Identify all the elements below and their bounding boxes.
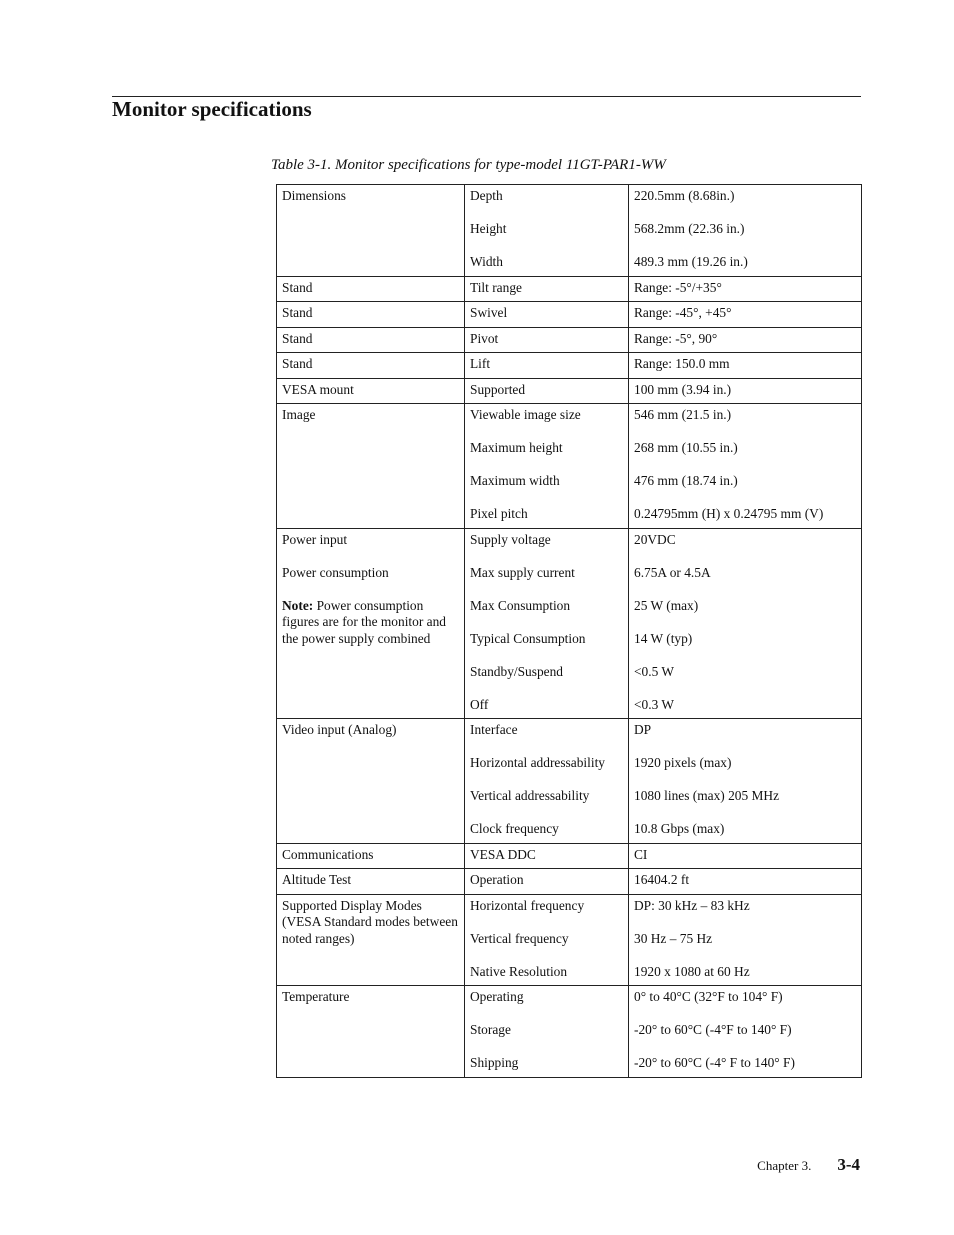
category-label: Video input (Analog): [282, 722, 397, 737]
table-caption: Table 3-1. Monitor specifications for type-model 11GT-PAR1-WW: [271, 157, 666, 173]
category-cell: [277, 719, 465, 844]
table-row: [277, 378, 862, 404]
item-label: Native Resolution: [470, 963, 568, 979]
value-text: Range: -45°, +45°: [634, 305, 732, 320]
category-label: Stand: [282, 279, 313, 295]
category-cell: [277, 353, 465, 379]
note-text: Power consumption figures are for the monitor and the power supply combined: [282, 597, 446, 646]
item-label: Max supply current: [470, 564, 575, 580]
value-text: 1920 x 1080 at 60 Hz: [634, 963, 750, 979]
item-cell: [465, 404, 629, 529]
value-text: 30 Hz – 75 Hz: [634, 930, 713, 946]
item-label: Typical Consumption: [470, 630, 586, 646]
category-label: VESA mount: [282, 381, 354, 397]
value-text: DP: 30 kHz – 83 kHz: [634, 897, 750, 913]
category-cell: [277, 378, 465, 404]
page-title: Monitor specifications: [112, 97, 312, 121]
item-cell: [465, 353, 629, 379]
item-cell: [465, 528, 629, 719]
item-label: Supported: [470, 381, 526, 397]
value-cell: [629, 302, 862, 328]
item-label: Height: [470, 221, 507, 236]
item-label: Pivot: [470, 330, 499, 346]
value-text: 0° to 40°C (32°F to 104° F): [634, 989, 783, 1004]
value-text: 268 mm (10.55 in.): [634, 440, 738, 455]
item-cell: [465, 185, 629, 277]
value-cell: [629, 843, 862, 869]
value-text: 476 mm (18.74 in.): [634, 473, 738, 488]
item-cell: [465, 302, 629, 328]
item-label: Operation: [470, 872, 524, 887]
table-row: [277, 185, 862, 277]
category-cell: [277, 302, 465, 328]
item-label: Width: [470, 254, 503, 269]
category-cell: [277, 528, 465, 719]
value-cell: [629, 404, 862, 529]
category-label: Dimensions: [282, 188, 346, 203]
category-cell: [277, 843, 465, 869]
category-label: Communications: [282, 846, 374, 862]
item-label: Storage: [470, 1022, 511, 1037]
item-label: Max Consumption: [470, 597, 571, 613]
value-text: Range: -5°, 90°: [634, 330, 718, 346]
item-label: Clock frequency: [470, 821, 559, 836]
value-text: 16404.2 ft: [634, 872, 690, 887]
item-label: Depth: [470, 188, 503, 203]
value-text: 25 W (max): [634, 597, 699, 613]
item-cell: [465, 276, 629, 302]
table-row: [277, 719, 862, 844]
table-row: [277, 843, 862, 869]
value-text: 0.24795mm (H) x 0.24795 mm (V): [634, 506, 824, 521]
category-label: Stand: [282, 356, 313, 371]
item-cell: [465, 719, 629, 844]
spec-table: [276, 184, 862, 1078]
category-label: Stand: [282, 305, 313, 320]
category-cell: [277, 185, 465, 277]
category-label: Supported Display Modes (VESA Standard modes between noted ranges): [282, 897, 458, 946]
power-note: [282, 598, 459, 648]
value-text: CI: [634, 846, 648, 862]
value-cell: [629, 276, 862, 302]
value-text: Range: -5°/+35°: [634, 279, 722, 295]
value-text: 20VDC: [634, 531, 676, 547]
table-row: [277, 528, 862, 719]
value-cell: [629, 894, 862, 986]
category-cell: [277, 986, 465, 1078]
item-label: VESA DDC: [470, 846, 536, 862]
value-cell: [629, 353, 862, 379]
category-cell: [277, 276, 465, 302]
item-label: Lift: [470, 356, 491, 371]
value-text: -20° to 60°C (-4°F to 140° F): [634, 1022, 792, 1037]
item-label: Supply voltage: [470, 531, 551, 547]
category-label: Power consumption: [282, 564, 389, 580]
category-label: Image: [282, 407, 316, 422]
value-cell: [629, 528, 862, 719]
value-cell: [629, 185, 862, 277]
value-text: 14 W (typ): [634, 630, 693, 646]
page-number: 3-4: [837, 1155, 860, 1174]
note-label: Note:: [282, 597, 314, 613]
item-label: Shipping: [470, 1055, 519, 1070]
value-text: Range: 150.0 mm: [634, 356, 730, 371]
value-cell: [629, 327, 862, 353]
item-label: Maximum height: [470, 440, 563, 455]
item-label: Vertical frequency: [470, 930, 569, 946]
item-label: Horizontal frequency: [470, 897, 585, 913]
table-row: [277, 327, 862, 353]
category-cell: [277, 869, 465, 895]
category-cell: [277, 404, 465, 529]
item-label: Swivel: [470, 305, 508, 320]
category-label: Stand: [282, 330, 313, 346]
value-text: <0.5 W: [634, 663, 675, 679]
value-text: 6.75A or 4.5A: [634, 564, 711, 580]
item-cell: [465, 378, 629, 404]
value-cell: [629, 986, 862, 1078]
item-label: Pixel pitch: [470, 506, 528, 521]
table-row: [277, 404, 862, 529]
item-cell: [465, 986, 629, 1078]
item-label: Interface: [470, 722, 518, 737]
table-row: [277, 302, 862, 328]
item-cell: [465, 327, 629, 353]
value-text: 100 mm (3.94 in.): [634, 381, 732, 397]
value-text: <0.3 W: [634, 696, 675, 712]
value-cell: [629, 378, 862, 404]
item-label: Operating: [470, 989, 524, 1004]
value-text: 220.5mm (8.68in.): [634, 188, 735, 203]
value-text: 1920 pixels (max): [634, 755, 732, 770]
item-cell: [465, 869, 629, 895]
value-cell: [629, 719, 862, 844]
page-footer: [757, 1155, 860, 1175]
category-cell: [277, 894, 465, 986]
category-label: Temperature: [282, 989, 350, 1004]
item-cell: [465, 894, 629, 986]
value-text: DP: [634, 722, 652, 737]
item-label: Viewable image size: [470, 407, 581, 422]
value-text: 1080 lines (max) 205 MHz: [634, 788, 780, 803]
item-label: Standby/Suspend: [470, 663, 563, 679]
table-row: [277, 276, 862, 302]
item-label: Tilt range: [470, 279, 522, 295]
footer-chapter: Chapter 3.: [757, 1158, 812, 1173]
item-label: Horizontal addressability: [470, 755, 605, 770]
category-label: Altitude Test: [282, 872, 352, 887]
value-cell: [629, 869, 862, 895]
value-text: 10.8 Gbps (max): [634, 821, 725, 836]
value-text: -20° to 60°C (-4° F to 140° F): [634, 1055, 795, 1070]
value-text: 489.3 mm (19.26 in.): [634, 254, 748, 269]
value-text: 568.2mm (22.36 in.): [634, 221, 745, 236]
table-row: [277, 894, 862, 986]
category-cell: [277, 327, 465, 353]
item-label: Vertical addressability: [470, 788, 590, 803]
table-row: [277, 353, 862, 379]
item-label: Maximum width: [470, 473, 560, 488]
table-row: [277, 986, 862, 1078]
category-label: Power input: [282, 531, 348, 547]
item-cell: [465, 843, 629, 869]
item-label: Off: [470, 696, 489, 712]
value-text: 546 mm (21.5 in.): [634, 407, 732, 422]
table-row: [277, 869, 862, 895]
